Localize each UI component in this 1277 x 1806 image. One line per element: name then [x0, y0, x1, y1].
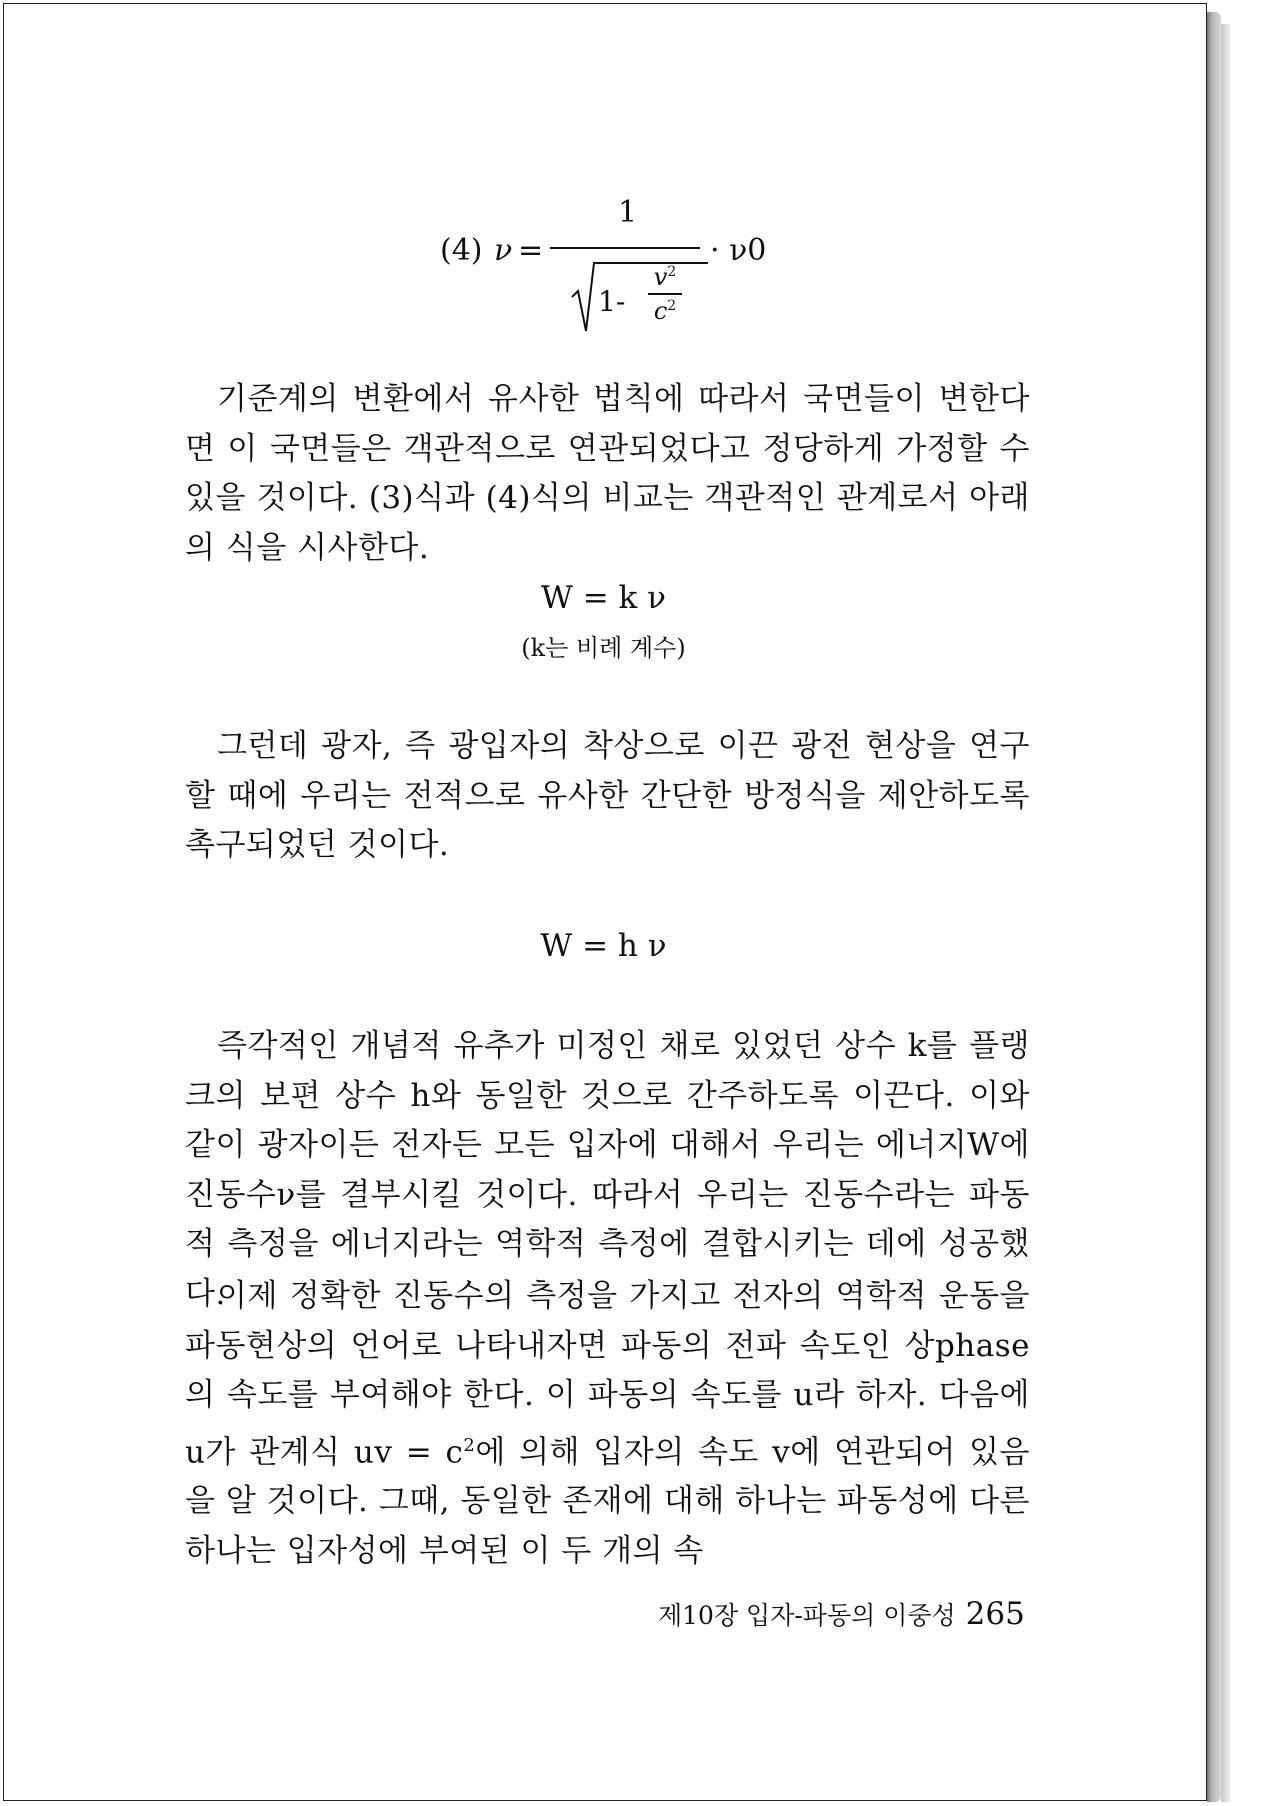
equals-sign: =	[518, 233, 544, 268]
square-root-sign	[570, 257, 710, 335]
paragraph-1: 기준계의 변환에서 유사한 법칙에 따라서 국면들이 변한다면 이 국면들은 객관적으로 연관되었다고 정당하게 가정할 수 있을 것이다. (3)식과 (4)식의 비교는 객관적인 관계로서 아래의 식을 시사한다.	[185, 381, 1030, 566]
page-shadow	[1221, 24, 1231, 1802]
v-symbol: v	[653, 263, 668, 291]
fraction-denominator	[570, 257, 710, 335]
c-symbol: c	[653, 296, 668, 325]
equation-number: (4)	[440, 233, 483, 268]
page-number: 265	[965, 1596, 1025, 1632]
denominator-one-minus: 1-	[598, 285, 626, 318]
paragraph-4	[185, 1272, 1030, 1576]
equation-w-h: W = h ν	[540, 928, 667, 964]
c-exponent: 2	[667, 297, 677, 314]
paragraph-2: 그런데 광자, 즉 광입자의 착상으로 이끈 광전 현상을 연구할 때에 우리는 전적으로 유사한 간단한 방정식을 제안하도록 촉구되었던 것이다.	[185, 728, 1030, 863]
paragraph-4-part-b: 에 의해 입자의 속도 v에 연관되어 있음을 알 것이다. 그때, 동일한 존재에 대해 하나는 파동성에 다른 하나는 입자성에 부여된 이 두 개의 속	[185, 1433, 1030, 1569]
fraction-numerator: 1	[618, 195, 638, 230]
equation-note: (k는 비례 계수)	[521, 634, 686, 662]
page-footer	[658, 1596, 1025, 1632]
paragraph-3: 즉각적인 개념적 유추가 미정인 채로 있었던 상수 k를 플랭크의 보편 상수 h와 동일한 것으로 간주하도록 이끈다. 이와 같이 광자이든 전자든 모든 입자에 대해서 우리는 에너지W에 진동수ν를 결부시킬 것이다. 따라서 우리는 진동수라는 파동적 측정을 에너지라는 역학적 측정에 결합시키는 데에 성공했다.	[185, 1028, 1030, 1312]
equation-lhs: ν	[494, 233, 513, 268]
v-exponent: 2	[667, 264, 677, 280]
paragraph-4-part-a: 이제 정확한 진동수의 측정을 가지고 전자의 역학적 운동을 파동현상의 언어로 나타내자면 파동의 전파 속도인 상phase의 속도를 부여해야 한다. 이 파동의 속도를 u라 하자. 다음에 u가 관계식 uv = c	[185, 1278, 1030, 1470]
paragraph-4-exponent: 2	[463, 1434, 476, 1456]
equation-w-k: W = k ν	[540, 580, 667, 616]
chapter-title: 제10장 입자-파동의 이중성	[658, 1601, 956, 1630]
fraction-bar	[550, 247, 700, 249]
equation-4	[440, 195, 770, 335]
v-over-c-fraction	[648, 263, 682, 325]
equation-rhs: · ν0	[710, 233, 767, 268]
page-stack-edge	[1207, 12, 1221, 1802]
